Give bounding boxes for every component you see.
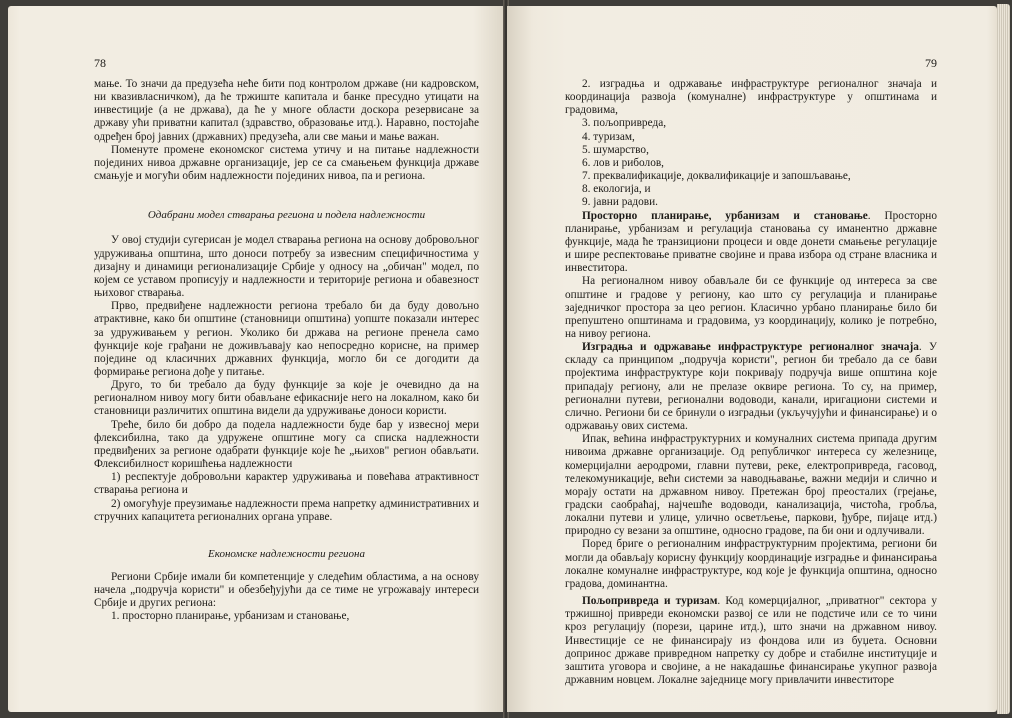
section-title: Пољопривреда и туризам bbox=[582, 595, 718, 608]
paragraph: Прво, предвиђене надлежности региона требало би да буду довољно атрактивне, како би општине (становници општина) уопште показали интерес за удруживањем у регион. Уколико би држава на регионе пренела само функције које грађани не доживљавају као непосредно корисне, на пример поједине од класичних државних функција, могло би се догодити да формирање региона дође у питање. bbox=[94, 300, 479, 378]
list-item: 7. преквалификације, доквалификације и запошљавање, bbox=[582, 170, 851, 183]
left-page bbox=[8, 6, 505, 712]
list-item: 4. туризам, bbox=[582, 130, 635, 143]
paragraph bbox=[565, 595, 937, 687]
list-item: 3. пољопривреда, bbox=[582, 117, 667, 130]
list-item: 2. изградња и одржавање инфраструктуре регионалног значаја и координација развоја (комуналне) инфраструктуре у општинама и градовима, bbox=[565, 78, 937, 117]
section-heading: Економске надлежности региона bbox=[208, 547, 365, 560]
paragraph: У овој студији сугерисан је модел стварања региона на основу добровољног удруживања општина, што доноси потребу за извесним специфичностима у дизајну и динамици регионализације Србије у односу на „обичан" модел, по којем се уставом прописују и надлежности и територије региона и обавезност њиховог стварања. bbox=[94, 234, 479, 300]
section-title: Изградња и одржавање инфраструктуре регионалног значаја bbox=[582, 341, 919, 354]
paragraph: Ипак, већина инфраструктурних и комуналних система припада другим нивоима државне организације. Од републичког интереса су железнице, комерцијални аеродроми, главни путеви, реке, електропривреда, гасовод, телекомуникације, већи системи за наводњавање, важни медији и слично и морају остати на државном нивоу. Претежан број преосталих (грејање, градски саобраћај, најчешће водоводи, канализација, чистоћа, гробља, локални путеви и улице, улично осветљење, паркови, ђубре, пијаце итд.) природно су везани за општине, односно градове, па би они и одлучивали. bbox=[565, 433, 937, 538]
page-number: 78 bbox=[94, 56, 106, 70]
section-title: Просторно планирање, урбанизам и становање bbox=[582, 209, 868, 222]
section-heading: Одабрани модел стварања региона и подела надлежности bbox=[147, 209, 426, 222]
page-edges bbox=[997, 4, 1010, 714]
list-item: 1. просторно планирање, урбанизам и становање, bbox=[111, 610, 350, 623]
paragraph: Друго, то би требало да буду функције за које је очевидно да на регионалном нивоу могу бити обављане ефикасније него на локалном, како би становници различитих општина видели да удруживање доноси користи. bbox=[94, 379, 479, 418]
page-number: 79 bbox=[925, 56, 937, 70]
paragraph bbox=[565, 210, 937, 276]
list-item: 2) омогућује преузимање надлежности према напретку административних и стручних капацитета регионалних органа управе. bbox=[94, 497, 479, 523]
paragraph: Региони Србије имали би компетенције у следећим областима, а на основу начела „подручја користи" и обезбеђујући да се тиме не угрожавају интереси Србије и других региона: bbox=[94, 571, 479, 610]
list-item: 8. екологија, и bbox=[582, 183, 651, 196]
paragraph: На регионалном нивоу обављале би се функције од интереса за све општине и градове у региону, као што су регулација и планирање заједничког простора за цео регион. Класично урбано планирање било би препуштено општинама и градовима, уз координацију, колико је потребно, на нивоу региона. bbox=[565, 275, 937, 340]
paragraph: Поменуте промене економског система утичу и на питање надлежности појединих нивоа државне организације, јер се са смањењем функција државе смањује и могући обим надлежности појединих нивоа, па и региона. bbox=[94, 143, 479, 183]
paragraph: Поред бриге о регионалним инфраструктурним пројектима, региони би могли да обављају корисну функцију координације изградње и финансирања локалне комуналне инфраструктуре, код које је функција општина, односно градова, доминантна. bbox=[565, 538, 937, 590]
section-text: . Код комерцијалног, „приватног" сектора у тржишној привреди економски развој се или не подстиче или се то чини кроз регулацију (порези, царине итд.), што значи на државном нивоу. Инвестиције се не финансирају из фондова или из буџета. Основни допринос државе привредном напретку су добре и стабилне институције и заштита уговора и својине, а не накадашње финансирање укупног развоја државним новцем. Локалне заједнице могу привлачити инвеститоре bbox=[565, 595, 937, 687]
text-column bbox=[565, 78, 937, 687]
paragraph: Треће, било би добро да подела надлежности буде бар у извесној мери флексибилна, тако да удружене општине могу са списка надлежности предвиђених за регионе одабрати функције које ће „њихов" регион обављати. Флексибилност коришћења надлежности bbox=[94, 418, 479, 471]
right-page bbox=[507, 6, 997, 712]
section-text: . У складу са принципом „подручја користи", регион би требало да се бави пројектима инфраструктуре који покривају подручја више општина које припадају региону, али не прелазе оквире региона. То су, на пример, регионални путеви, регионални водоводи, канали, иригациони системи и слично. Региони би се бринули о изградњи (укључујући и финансирање) и о одржавању ових система. bbox=[565, 341, 937, 433]
paragraph bbox=[565, 341, 937, 433]
list-item: 5. шумарство, bbox=[582, 143, 649, 156]
section-text: . Просторно планирање, урбанизам и регулација становања су иманентно државне функције, мада ће транзициони процеси и овде донети смањење регулације и шире респектовање приватне својине и права избора од стране власника и инвеститора. bbox=[565, 209, 937, 275]
list-item: 9. јавни радови. bbox=[582, 196, 658, 209]
text-column bbox=[94, 78, 479, 624]
list-item: 1) респектује добровољни карактер удруживања и повећава атрактивност стварања региона и bbox=[94, 471, 479, 497]
list-item: 6. лов и риболов, bbox=[582, 156, 664, 169]
paragraph: мање. То значи да предузећа неће бити под контролом државе (ни кадровском, ни квазивласничком), да ће тржиште капитала и банке пресудно утицати на инвестиције (а не држава), да ће у многе области доскора резервисане за државу ући приватни капитал (здравство, образовање итд.). Наравно, постојаће одређен број јавних (државних) предузећа, али све мањи и мање важан. bbox=[94, 78, 479, 143]
